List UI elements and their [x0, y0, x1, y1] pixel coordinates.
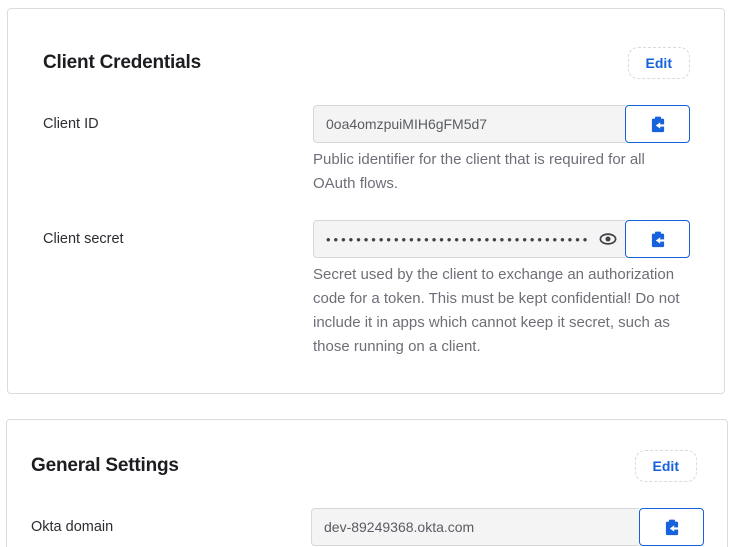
- client-credentials-panel: [7, 8, 725, 394]
- client-secret-label: Client secret: [43, 231, 124, 247]
- copy-client-secret-button[interactable]: [625, 220, 690, 258]
- toggle-secret-visibility-button[interactable]: [599, 232, 617, 246]
- edit-client-credentials-button[interactable]: Edit: [628, 47, 690, 79]
- client-secret-input[interactable]: [313, 220, 625, 258]
- section-header: [31, 450, 697, 482]
- client-secret-help-text: Secret used by the client to exchange an authorization code for a token. This must be kept confidential! Do not include it in apps which cannot keep it secret, such as those running on a client.: [313, 266, 680, 355]
- clipboard-copy-icon: [650, 116, 666, 133]
- general-settings-panel: [6, 419, 728, 547]
- okta-domain-row: [31, 508, 697, 546]
- section-title-general-settings: General Settings: [31, 455, 179, 476]
- okta-domain-input-wrap: [311, 508, 639, 546]
- client-secret-input-wrap: [313, 220, 625, 258]
- client-id-help-text: Public identifier for the client that is required for all OAuth flows.: [313, 151, 645, 192]
- client-secret-input-group: [313, 220, 690, 258]
- copy-client-id-button[interactable]: [625, 105, 690, 143]
- client-secret-field-column: [313, 220, 690, 359]
- client-id-input-group: [313, 105, 690, 143]
- client-id-input-wrap: [313, 105, 625, 143]
- okta-domain-field-column: [311, 508, 704, 546]
- client-id-input[interactable]: [313, 105, 625, 143]
- client-id-row: [43, 105, 690, 196]
- okta-domain-label: Okta domain: [31, 519, 114, 535]
- eye-icon: [599, 234, 617, 249]
- edit-general-settings-button[interactable]: Edit: [635, 450, 697, 482]
- copy-okta-domain-button[interactable]: [639, 508, 704, 546]
- section-header: [43, 47, 690, 79]
- okta-domain-input[interactable]: [311, 508, 639, 546]
- client-secret-row: [43, 220, 690, 359]
- client-id-label: Client ID: [43, 116, 99, 132]
- section-title-client-credentials: Client Credentials: [43, 52, 201, 73]
- client-id-field-column: [313, 105, 690, 196]
- clipboard-copy-icon: [650, 231, 666, 248]
- okta-domain-input-group: [311, 508, 704, 546]
- clipboard-copy-icon: [664, 519, 680, 536]
